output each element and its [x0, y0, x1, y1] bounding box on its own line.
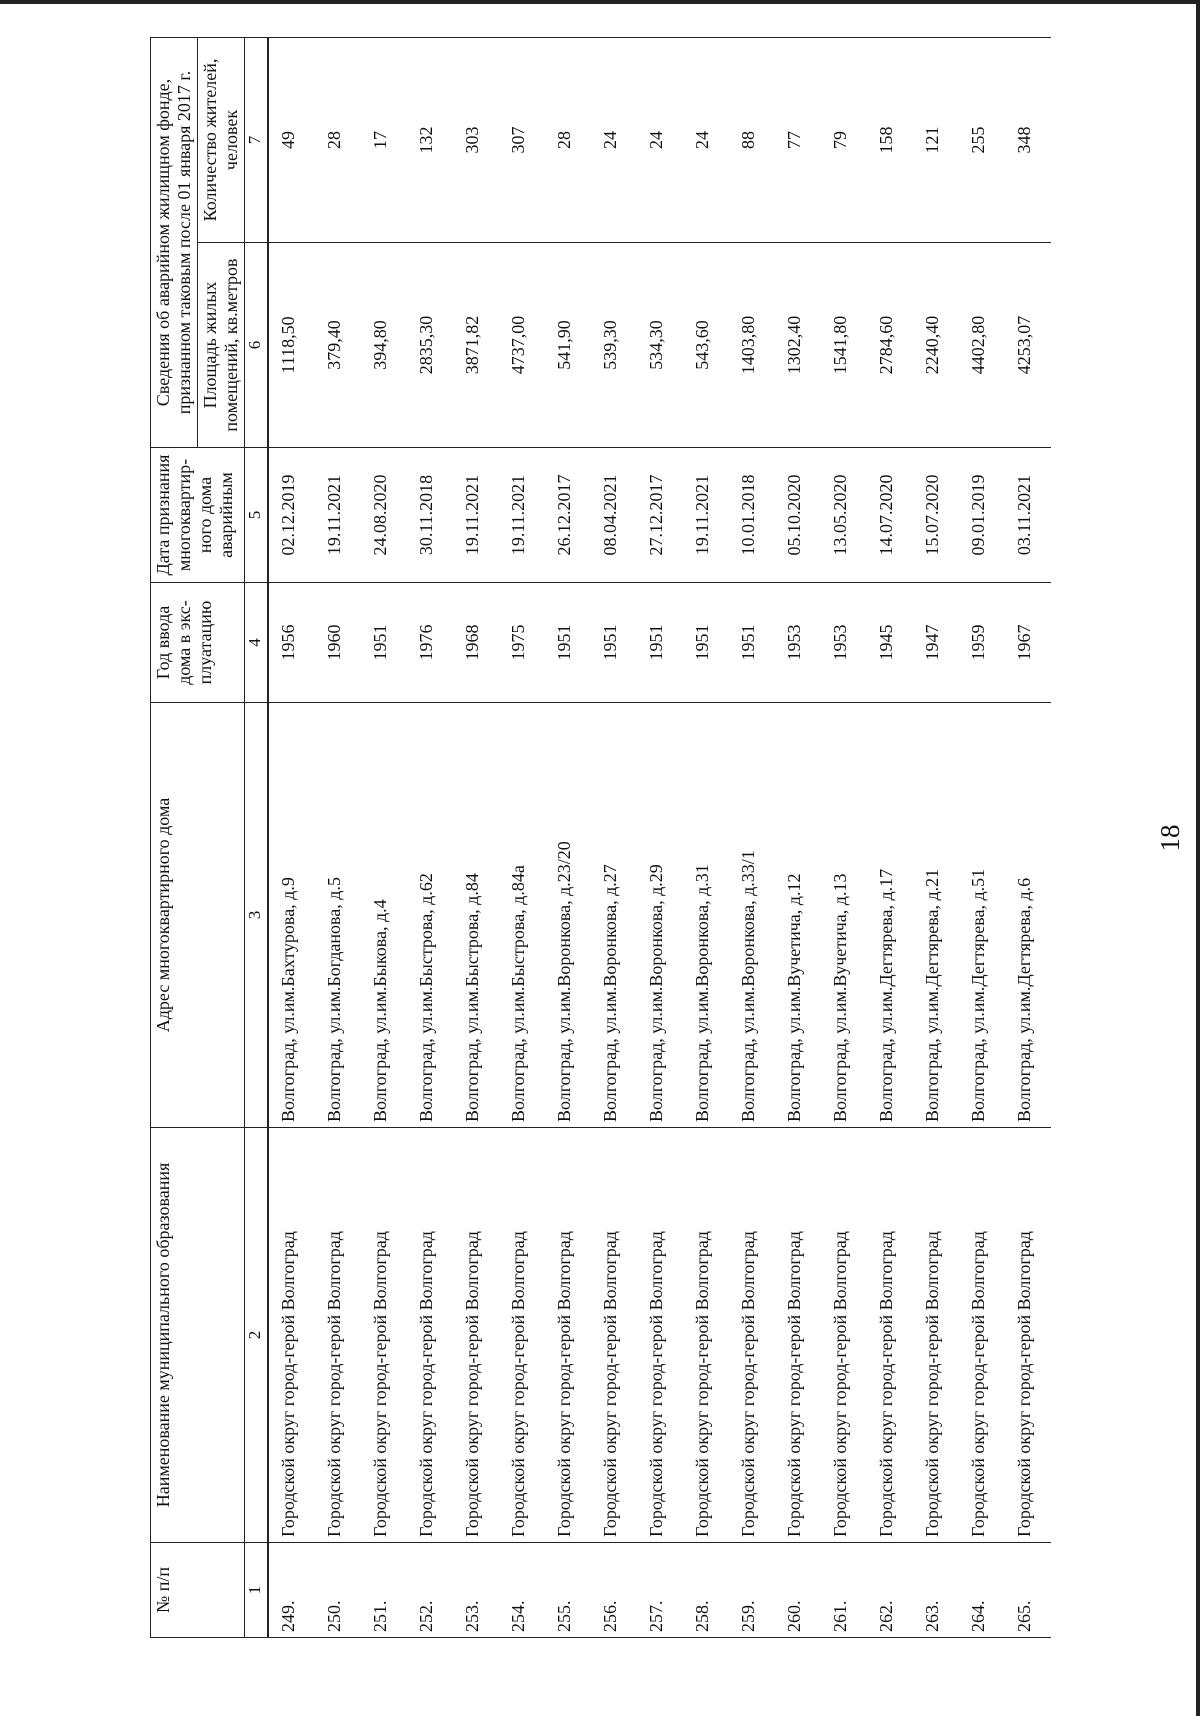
- emergency-date-cell: 10.01.2018: [729, 448, 775, 583]
- header-address: Адрес многоквартирного дома: [151, 703, 245, 1128]
- address-cell: Волгоград, ул.им.Быстрова, д.84а: [499, 703, 545, 1128]
- table-row: [729, 38, 775, 1638]
- residents-cell: 88: [729, 38, 775, 243]
- table-header: [151, 38, 269, 1638]
- year-built-cell: 1951: [361, 583, 407, 703]
- row-number-cell: 263.: [913, 1543, 959, 1638]
- header-residents: Количество жителей, человек: [198, 38, 245, 243]
- living-area-cell: 394,80: [361, 243, 407, 448]
- municipality-cell: Городской округ город-герой Волгоград: [867, 1128, 913, 1543]
- residents-cell: 121: [913, 38, 959, 243]
- address-cell: Волгоград, ул.им.Дегтярева, д.21: [913, 703, 959, 1128]
- living-area-cell: 2835,30: [407, 243, 453, 448]
- row-number-cell: 254.: [499, 1543, 545, 1638]
- year-built-cell: 1951: [683, 583, 729, 703]
- row-number-cell: 259.: [729, 1543, 775, 1638]
- row-number-cell: 257.: [637, 1543, 683, 1638]
- rotated-page-content: [150, 38, 1185, 1638]
- table-row: [315, 38, 361, 1638]
- living-area-cell: 541,90: [545, 243, 591, 448]
- municipality-cell: Городской округ город-герой Волгоград: [683, 1128, 729, 1543]
- emergency-date-cell: 02.12.2019: [268, 448, 315, 583]
- column-number: 7: [245, 38, 269, 243]
- year-built-cell: 1959: [959, 583, 1005, 703]
- year-built-cell: 1975: [499, 583, 545, 703]
- header-year-built: Год ввода дома в экс-плуатацию: [151, 583, 245, 703]
- address-cell: Волгоград, ул.им.Воронкова, д.31: [683, 703, 729, 1128]
- municipality-cell: Городской округ город-герой Волгоград: [959, 1128, 1005, 1543]
- residents-cell: 307: [499, 38, 545, 243]
- year-built-cell: 1953: [775, 583, 821, 703]
- address-cell: Волгоград, ул.им.Воронкова, д.29: [637, 703, 683, 1128]
- emergency-date-cell: 24.08.2020: [361, 448, 407, 583]
- address-cell: Волгоград, ул.им.Дегтярева, д.51: [959, 703, 1005, 1128]
- table-body: [268, 38, 1051, 1638]
- emergency-date-cell: 08.04.2021: [591, 448, 637, 583]
- municipality-cell: Городской округ город-герой Волгоград: [637, 1128, 683, 1543]
- living-area-cell: 4737,00: [499, 243, 545, 448]
- living-area-cell: 4402,80: [959, 243, 1005, 448]
- row-number-cell: 251.: [361, 1543, 407, 1638]
- year-built-cell: 1951: [545, 583, 591, 703]
- table-row: [453, 38, 499, 1638]
- table-row: [821, 38, 867, 1638]
- column-number: 1: [245, 1543, 269, 1638]
- address-cell: Волгоград, ул.им.Вучетича, д.13: [821, 703, 867, 1128]
- address-cell: Волгоград, ул.им.Быстрова, д.62: [407, 703, 453, 1128]
- municipality-cell: Городской округ город-герой Волгоград: [407, 1128, 453, 1543]
- row-number-cell: 261.: [821, 1543, 867, 1638]
- emergency-housing-table: [150, 37, 1051, 1638]
- emergency-date-cell: 30.11.2018: [407, 448, 453, 583]
- page-number: 18: [1155, 824, 1185, 852]
- column-number: 5: [245, 448, 269, 583]
- residents-cell: 28: [545, 38, 591, 243]
- row-number-cell: 265.: [1005, 1543, 1051, 1638]
- table-row: [591, 38, 637, 1638]
- municipality-cell: Городской округ город-герой Волгоград: [775, 1128, 821, 1543]
- emergency-date-cell: 19.11.2021: [453, 448, 499, 583]
- emergency-date-cell: 19.11.2021: [683, 448, 729, 583]
- row-number-cell: 262.: [867, 1543, 913, 1638]
- emergency-date-cell: 09.01.2019: [959, 448, 1005, 583]
- emergency-date-cell: 15.07.2020: [913, 448, 959, 583]
- municipality-cell: Городской округ город-герой Волгоград: [315, 1128, 361, 1543]
- municipality-cell: Городской округ город-герой Волгоград: [361, 1128, 407, 1543]
- address-cell: Волгоград, ул.им.Воронкова, д.27: [591, 703, 637, 1128]
- living-area-cell: 4253,07: [1005, 243, 1051, 448]
- row-number-cell: 260.: [775, 1543, 821, 1638]
- municipality-cell: Городской округ город-герой Волгоград: [268, 1128, 315, 1543]
- living-area-cell: 1403,80: [729, 243, 775, 448]
- table-row: [775, 38, 821, 1638]
- header-group-emergency-fund: Сведения об аварийном жилищном фонде, признанном таковым после 01 января 2017 г.: [151, 38, 198, 448]
- emergency-date-cell: 13.05.2020: [821, 448, 867, 583]
- address-cell: Волгоград, ул.им.Воронкова, д.33/1: [729, 703, 775, 1128]
- living-area-cell: 534,30: [637, 243, 683, 448]
- table-row: [268, 38, 315, 1638]
- row-number-cell: 249.: [268, 1543, 315, 1638]
- scan-edge-right: [1196, 0, 1200, 1716]
- living-area-cell: 1541,80: [821, 243, 867, 448]
- year-built-cell: 1960: [315, 583, 361, 703]
- residents-cell: 158: [867, 38, 913, 243]
- residents-cell: 77: [775, 38, 821, 243]
- year-built-cell: 1956: [268, 583, 315, 703]
- row-number-cell: 250.: [315, 1543, 361, 1638]
- emergency-date-cell: 26.12.2017: [545, 448, 591, 583]
- municipality-cell: Городской округ город-герой Волгоград: [545, 1128, 591, 1543]
- living-area-cell: 379,40: [315, 243, 361, 448]
- year-built-cell: 1967: [1005, 583, 1051, 703]
- emergency-date-cell: 05.10.2020: [775, 448, 821, 583]
- header-emergency-date: Дата признания многоквартир-ного дома аварийным: [151, 448, 245, 583]
- residents-cell: 24: [683, 38, 729, 243]
- municipality-cell: Городской округ город-герой Волгоград: [591, 1128, 637, 1543]
- table-row: [545, 38, 591, 1638]
- residents-cell: 255: [959, 38, 1005, 243]
- emergency-date-cell: 19.11.2021: [315, 448, 361, 583]
- living-area-cell: 543,60: [683, 243, 729, 448]
- address-cell: Волгоград, ул.им.Дегтярева, д.17: [867, 703, 913, 1128]
- emergency-date-cell: 03.11.2021: [1005, 448, 1051, 583]
- address-cell: Волгоград, ул.им.Быкова, д.4: [361, 703, 407, 1128]
- emergency-date-cell: 27.12.2017: [637, 448, 683, 583]
- column-number: 3: [245, 703, 269, 1128]
- year-built-cell: 1951: [729, 583, 775, 703]
- municipality-cell: Городской округ город-герой Волгоград: [499, 1128, 545, 1543]
- municipality-cell: Городской округ город-герой Волгоград: [821, 1128, 867, 1543]
- header-municipality: Наименование муниципального образования: [151, 1128, 245, 1543]
- table-row: [683, 38, 729, 1638]
- year-built-cell: 1976: [407, 583, 453, 703]
- column-number: 6: [245, 243, 269, 448]
- table-row: [959, 38, 1005, 1638]
- column-number: 2: [245, 1128, 269, 1543]
- residents-cell: 24: [637, 38, 683, 243]
- living-area-cell: 539,30: [591, 243, 637, 448]
- table-row: [361, 38, 407, 1638]
- table-row: [407, 38, 453, 1638]
- address-cell: Волгоград, ул.им.Воронкова, д.23/20: [545, 703, 591, 1128]
- residents-cell: 17: [361, 38, 407, 243]
- residents-cell: 24: [591, 38, 637, 243]
- year-built-cell: 1947: [913, 583, 959, 703]
- table-row: [637, 38, 683, 1638]
- address-cell: Волгоград, ул.им.Дегтярева, д.6: [1005, 703, 1051, 1128]
- year-built-cell: 1968: [453, 583, 499, 703]
- row-number-cell: 255.: [545, 1543, 591, 1638]
- residents-cell: 348: [1005, 38, 1051, 243]
- column-number-row: [245, 38, 269, 1638]
- year-built-cell: 1951: [591, 583, 637, 703]
- residents-cell: 303: [453, 38, 499, 243]
- living-area-cell: 1118,50: [268, 243, 315, 448]
- residents-cell: 49: [268, 38, 315, 243]
- row-number-cell: 256.: [591, 1543, 637, 1638]
- year-built-cell: 1953: [821, 583, 867, 703]
- table-row: [867, 38, 913, 1638]
- address-cell: Волгоград, ул.им.Богданова, д.5: [315, 703, 361, 1128]
- residents-cell: 132: [407, 38, 453, 243]
- column-number: 4: [245, 583, 269, 703]
- municipality-cell: Городской округ город-герой Волгоград: [453, 1128, 499, 1543]
- address-cell: Волгоград, ул.им.Вучетича, д.12: [775, 703, 821, 1128]
- table-row: [499, 38, 545, 1638]
- municipality-cell: Городской округ город-герой Волгоград: [913, 1128, 959, 1543]
- table-row: [1005, 38, 1051, 1638]
- address-cell: Волгоград, ул.им.Быстрова, д.84: [453, 703, 499, 1128]
- row-number-cell: 258.: [683, 1543, 729, 1638]
- living-area-cell: 1302,40: [775, 243, 821, 448]
- living-area-cell: 2784,60: [867, 243, 913, 448]
- row-number-cell: 252.: [407, 1543, 453, 1638]
- emergency-date-cell: 19.11.2021: [499, 448, 545, 583]
- emergency-date-cell: 14.07.2020: [867, 448, 913, 583]
- municipality-cell: Городской округ город-герой Волгоград: [1005, 1128, 1051, 1543]
- table-row: [913, 38, 959, 1638]
- living-area-cell: 3871,82: [453, 243, 499, 448]
- header-row-number: № п/п: [151, 1543, 245, 1638]
- municipality-cell: Городской округ город-герой Волгоград: [729, 1128, 775, 1543]
- row-number-cell: 253.: [453, 1543, 499, 1638]
- row-number-cell: 264.: [959, 1543, 1005, 1638]
- header-living-area: Площадь жилых помещений, кв.метров: [198, 243, 245, 448]
- residents-cell: 28: [315, 38, 361, 243]
- living-area-cell: 2240,40: [913, 243, 959, 448]
- address-cell: Волгоград, ул.им.Бахтурова, д.9: [268, 703, 315, 1128]
- scan-edge-top: [0, 0, 1200, 4]
- year-built-cell: 1945: [867, 583, 913, 703]
- year-built-cell: 1951: [637, 583, 683, 703]
- residents-cell: 79: [821, 38, 867, 243]
